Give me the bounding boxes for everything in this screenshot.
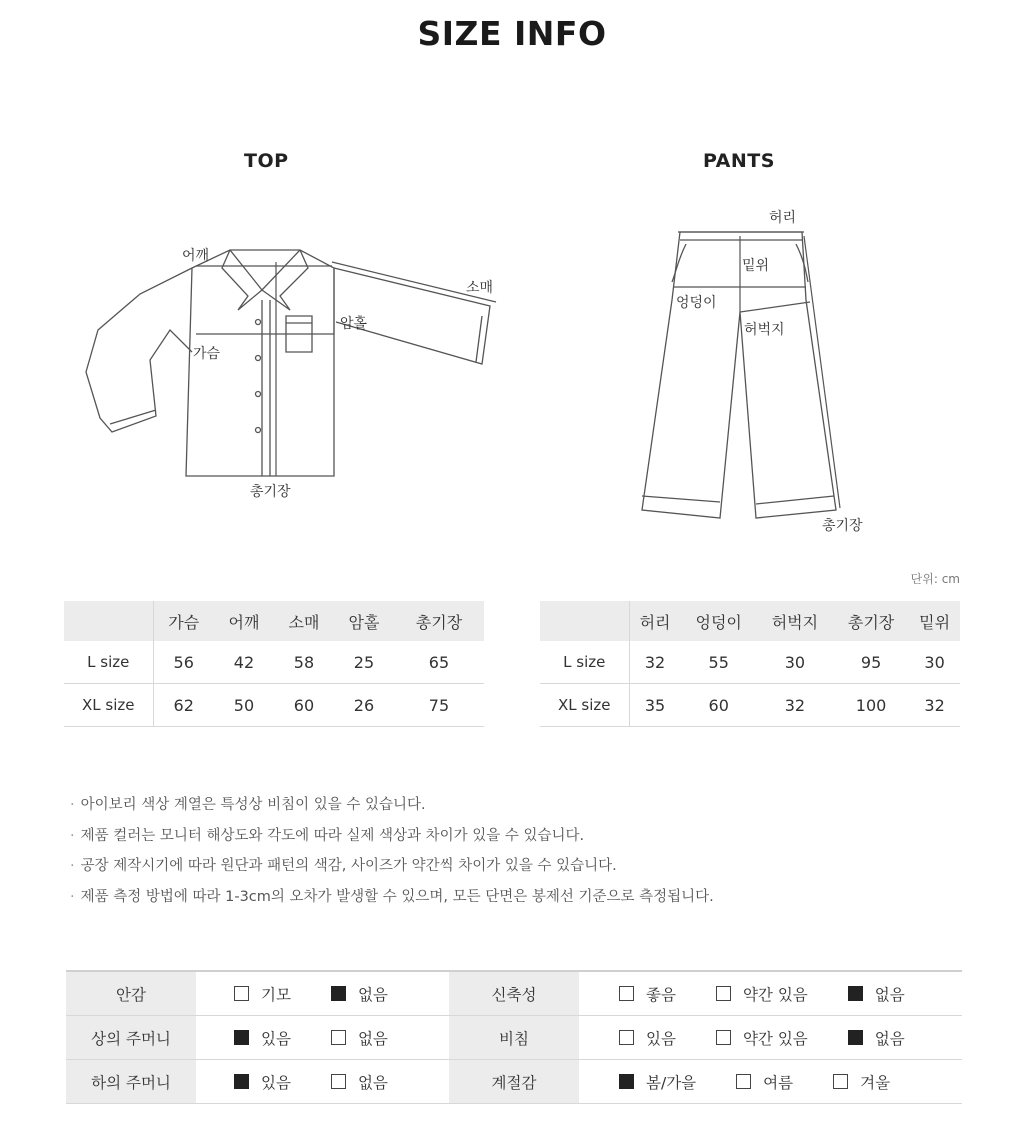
option-label: 없음 [357, 985, 388, 1004]
top-label-chest: 가슴 [193, 346, 221, 362]
pants-label-hip: 엉덩이 [676, 295, 717, 311]
option-group [579, 1071, 962, 1093]
table-cell: 60 [293, 695, 315, 715]
note-item: · 아이보리 색상 계열은 특성상 비침이 있을 수 있습니다. [70, 794, 714, 825]
option-item [848, 1027, 905, 1049]
option-label: 없음 [874, 985, 905, 1004]
top-label-shoulder: 어깨 [182, 248, 210, 264]
unchecked-box-icon [833, 1074, 848, 1089]
option-item [234, 1071, 291, 1093]
pants-label-thigh: 허벅지 [744, 322, 785, 338]
table-row [64, 641, 484, 684]
option-label: 여름 [763, 1073, 794, 1092]
top-size-table [64, 601, 484, 727]
attribute-row [66, 1060, 962, 1104]
garment-diagram [0, 0, 1024, 560]
option-label: 없음 [874, 1029, 905, 1048]
unchecked-box-icon [331, 1074, 346, 1089]
table-header-row [540, 601, 960, 641]
table-cell: 35 [644, 695, 666, 715]
attribute-options [196, 1060, 449, 1104]
option-group [196, 983, 449, 1005]
option-label: 약간 있음 [742, 1029, 808, 1048]
table-cell: 58 [293, 652, 315, 672]
pants-label-waist: 허리 [769, 210, 797, 226]
table-cell: 56 [173, 652, 194, 672]
option-group [196, 1027, 449, 1049]
option-label: 좋음 [646, 985, 676, 1004]
table-cell: 60 [708, 695, 729, 715]
option-item [619, 983, 676, 1005]
page-title: SIZE INFO [417, 14, 607, 53]
unchecked-box-icon [234, 986, 249, 1001]
row-size-label: L size [64, 641, 153, 684]
table-cell: 42 [233, 652, 255, 672]
attribute-row [66, 971, 962, 1016]
pants-illustration [642, 232, 836, 518]
table-cell: 30 [924, 652, 945, 672]
table-cell: 95 [860, 652, 882, 672]
option-label: 약간 있음 [742, 985, 808, 1004]
top-heading: TOP [244, 150, 289, 172]
pants-label-rise: 밑위 [742, 258, 770, 274]
pants-heading: PANTS [703, 150, 775, 172]
option-label: 기모 [261, 985, 291, 1004]
option-item [833, 1071, 890, 1093]
option-item [716, 1027, 808, 1049]
option-label: 없음 [357, 1073, 388, 1092]
option-group [579, 983, 962, 1005]
note-item: · 제품 측정 방법에 따라 1-3cm의 오차가 발생할 수 있으며, 모든 단면은 봉제선 기준으로 측정됩니다. [70, 886, 714, 917]
pants-size-table [540, 601, 960, 727]
notes-list [70, 794, 714, 916]
note-item: · 제품 컬러는 모니터 해상도와 각도에 따라 실제 색상과 차이가 있을 수 있습니다. [70, 825, 714, 856]
column-header: 허리 [629, 601, 681, 641]
table-cell: 32 [924, 695, 945, 715]
attribute-options [196, 971, 449, 1016]
table-cell: 55 [708, 652, 729, 672]
option-group [579, 1027, 962, 1049]
table-corner [64, 601, 153, 641]
option-item [331, 983, 388, 1005]
checked-box-icon [234, 1030, 249, 1045]
attribute-row [66, 1016, 962, 1060]
column-header: 총기장 [833, 601, 909, 641]
row-size-label: XL size [64, 684, 153, 727]
column-header: 엉덩이 [681, 601, 757, 641]
column-header: 어깨 [214, 601, 274, 641]
column-header: 밑위 [909, 601, 960, 641]
table-cell: 32 [784, 695, 806, 715]
row-size-label: L size [540, 641, 629, 684]
unchecked-box-icon [716, 986, 731, 1001]
table-cell: 32 [644, 652, 666, 672]
attribute-options [579, 1060, 962, 1104]
unchecked-box-icon [619, 1030, 634, 1045]
table-row [64, 684, 484, 727]
top-label-sleeve: 소매 [466, 280, 494, 296]
attribute-label: 하의 주머니 [66, 1060, 196, 1104]
attribute-label: 계절감 [449, 1060, 579, 1104]
checked-box-icon [234, 1074, 249, 1089]
option-item [619, 1071, 696, 1093]
unit-label: 단위: cm [910, 572, 960, 586]
option-label: 봄/가을 [646, 1073, 697, 1092]
option-item [736, 1071, 793, 1093]
table-row [540, 684, 960, 727]
unchecked-box-icon [331, 1030, 346, 1045]
row-size-label: XL size [540, 684, 629, 727]
option-item [848, 983, 905, 1005]
option-label: 있음 [646, 1029, 676, 1048]
option-label: 없음 [357, 1029, 388, 1048]
attribute-options [579, 971, 962, 1016]
table-header-row [64, 601, 484, 641]
table-cell: 75 [428, 695, 450, 715]
attribute-label: 안감 [66, 971, 196, 1016]
option-label: 겨울 [860, 1073, 891, 1092]
attribute-options [579, 1016, 962, 1060]
checked-box-icon [848, 1030, 863, 1045]
table-cell: 65 [428, 652, 450, 672]
unchecked-box-icon [619, 986, 634, 1001]
note-item: · 공장 제작시기에 따라 원단과 패턴의 색감, 사이즈가 약간씩 차이가 있을 수 있습니다. [70, 855, 714, 886]
table-cell: 26 [353, 695, 375, 715]
column-header: 가슴 [153, 601, 214, 641]
checked-box-icon [331, 986, 346, 1001]
unchecked-box-icon [736, 1074, 751, 1089]
attribute-label: 비침 [449, 1016, 579, 1060]
attribute-label: 신축성 [449, 971, 579, 1016]
table-cell: 62 [173, 695, 194, 715]
option-group [196, 1071, 449, 1093]
attribute-label: 상의 주머니 [66, 1016, 196, 1060]
column-header: 암홀 [334, 601, 394, 641]
column-header: 총기장 [394, 601, 484, 641]
option-item [331, 1071, 388, 1093]
option-label: 있음 [261, 1073, 291, 1092]
table-row [540, 641, 960, 684]
shirt-illustration [86, 250, 490, 476]
pants-label-length: 총기장 [822, 518, 863, 534]
column-header: 허벅지 [757, 601, 833, 641]
table-cell: 25 [353, 652, 375, 672]
top-label-armhole: 암홀 [340, 316, 368, 332]
option-item [331, 1027, 388, 1049]
option-item [619, 1027, 676, 1049]
top-label-length: 총기장 [250, 484, 291, 500]
attribute-options [196, 1016, 449, 1060]
option-label: 있음 [261, 1029, 291, 1048]
product-attributes-table [66, 970, 962, 1104]
table-cell: 100 [855, 695, 887, 715]
checked-box-icon [619, 1074, 634, 1089]
table-corner [540, 601, 629, 641]
option-item [716, 983, 808, 1005]
column-header: 소매 [274, 601, 334, 641]
unchecked-box-icon [716, 1030, 731, 1045]
table-cell: 50 [233, 695, 255, 715]
checked-box-icon [848, 986, 863, 1001]
option-item [234, 983, 291, 1005]
table-cell: 30 [784, 652, 806, 672]
option-item [234, 1027, 291, 1049]
